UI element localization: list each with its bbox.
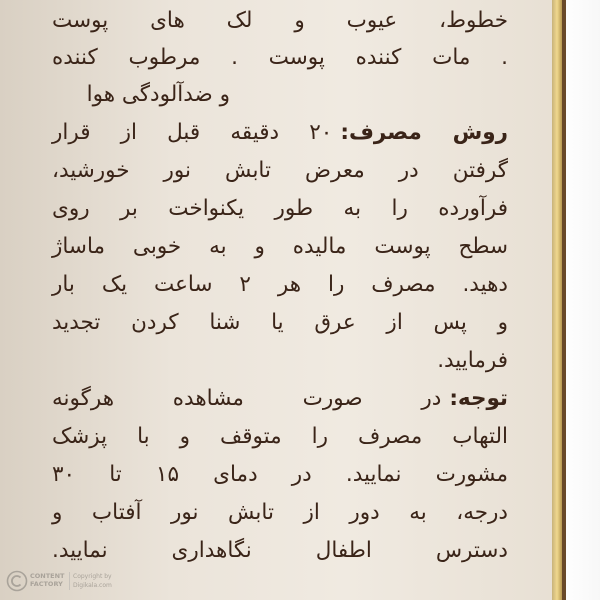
text-line: التهاب مصرف را متوقف و با پزشک [52, 424, 508, 449]
watermark-brand-line2: FACTORY [30, 580, 63, 588]
text-line: گرفتن در معرض تابش نور خورشید، [52, 158, 508, 183]
note-label: توجه: [449, 386, 508, 411]
watermark-copyright-label: Copyright by [73, 573, 112, 580]
text-line: دهید. مصرف را هر ۲ ساعت یک بار [52, 272, 508, 297]
usage-label: روش مصرف: [340, 120, 508, 145]
text-line: خطوط، عیوب و لک های پوست [52, 8, 508, 33]
content-factory-logo-icon [6, 570, 28, 592]
box-side [562, 0, 600, 600]
watermark-brand [30, 572, 70, 588]
text-line: ۲۰ دقیقه قبل از قرار [52, 120, 333, 145]
watermark-brand-line1: CONTENT [30, 572, 65, 580]
watermark-divider [69, 572, 70, 590]
watermark [6, 570, 136, 594]
text-line: . مات کننده پوست . مرطوب کننده [52, 45, 508, 70]
text-line: فرمایید. [437, 348, 508, 373]
text-line: و پس از عرق یا شنا کردن تجدید [52, 310, 508, 335]
text-line: فرآورده را به طور یکنواخت بر روی [52, 196, 508, 221]
box-gold-edge [552, 0, 562, 600]
watermark-site: Digikala.com [73, 582, 112, 589]
text-line: درجه، به دور از تابش نور آفتاب و [52, 500, 508, 525]
text-line: سطح پوست مالیده و به خوبی ماساژ [52, 234, 508, 259]
text-line: مشورت نمایید. در دمای ۱۵ تا ۳۰ [52, 462, 508, 487]
text-line: دسترس اطفال نگاهداری نمایید. [52, 538, 508, 563]
usage-line [52, 120, 508, 145]
text-line: و ضدآلودگی هوا [86, 82, 230, 107]
note-line [52, 386, 508, 411]
text-line: در صورت مشاهده هرگونه [52, 386, 442, 411]
watermark-copyright [73, 572, 143, 590]
